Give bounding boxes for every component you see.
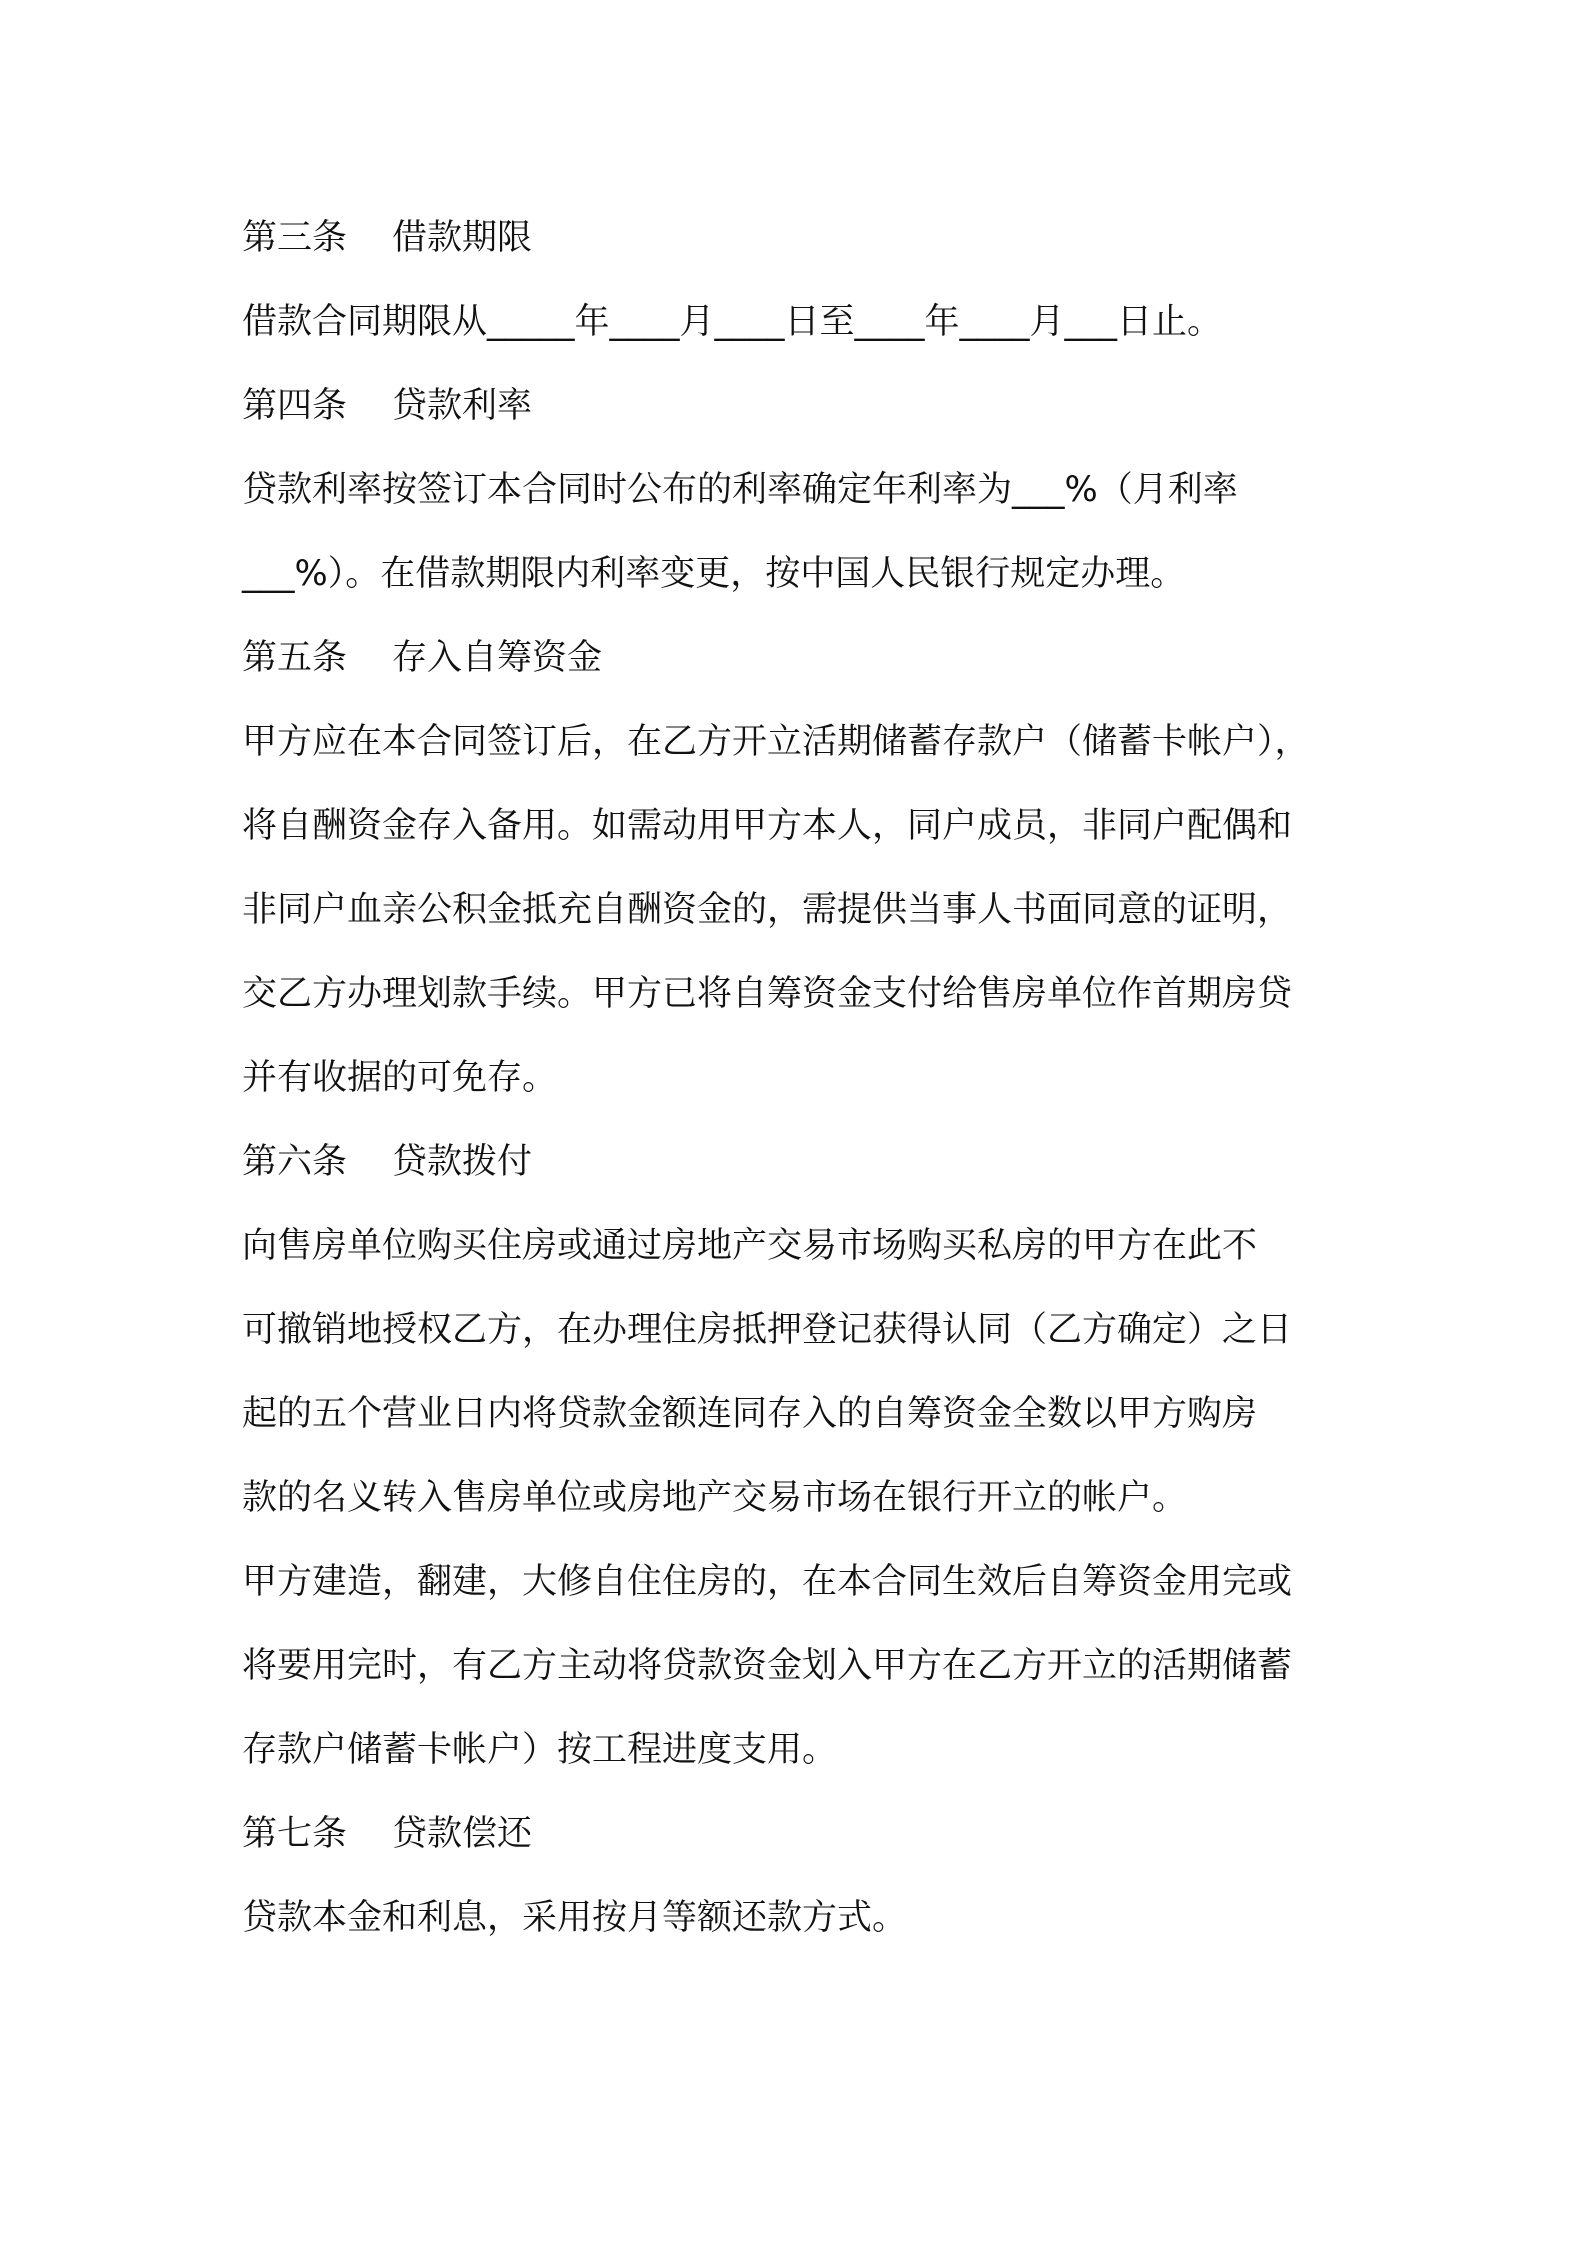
article-number: 第三条 — [242, 218, 348, 258]
article-4-heading — [242, 364, 1362, 448]
article-number: 第五条 — [242, 638, 348, 678]
article-5-heading — [242, 616, 1362, 700]
article-4-text-line: 贷款利率按签订本合同时公布的利率确定年利率为___%（月利率 — [242, 470, 1238, 510]
article-5-text-line: 将自酬资金存入备用。如需动用甲方本人，同户成员，非同户配偶和 — [242, 806, 1293, 846]
article-6-text-line: 甲方建造，翻建，大修自住住房的，在本合同生效后自筹资金用完或 — [242, 1562, 1293, 1602]
article-title: 贷款利率 — [392, 386, 533, 426]
article-6-text-line: 存款户储蓄卡帐户）按工程进度支用。 — [242, 1730, 838, 1770]
article-title: 贷款偿还 — [392, 1814, 533, 1854]
article-7-text-line: 贷款本金和利息，采用按月等额还款方式。 — [242, 1898, 908, 1938]
article-7-heading — [242, 1792, 1362, 1876]
article-number: 第六条 — [242, 1142, 348, 1182]
article-number: 第七条 — [242, 1814, 348, 1854]
article-6-text-line: 起的五个营业日内将贷款金额连同存入的自筹资金全数以甲方购房 — [242, 1394, 1258, 1434]
article-title: 存入自筹资金 — [392, 638, 603, 678]
article-5-text-line: 甲方应在本合同签订后，在乙方开立活期储蓄存款户（储蓄卡帐户）， — [242, 722, 1310, 762]
article-6-heading — [242, 1120, 1362, 1204]
article-3-text-line: 借款合同期限从_____年____月____日至____年____月___日止。 — [242, 302, 1223, 342]
article-title: 借款期限 — [392, 218, 533, 258]
article-3-heading — [242, 196, 1362, 280]
article-number: 第四条 — [242, 386, 348, 426]
article-6-text-line: 将要用完时，有乙方主动将贷款资金划入甲方在乙方开立的活期储蓄 — [242, 1646, 1293, 1686]
document-body — [242, 196, 1362, 1960]
article-title: 贷款拨付 — [392, 1142, 533, 1182]
article-6-text-line: 可撤销地授权乙方，在办理住房抵押登记获得认同（乙方确定）之日 — [242, 1310, 1293, 1350]
article-4-text-line: ___%）。在借款期限内利率变更，按中国人民银行规定办理。 — [242, 554, 1186, 594]
article-5-text-line: 并有收据的可免存。 — [242, 1058, 558, 1098]
article-6-text-line: 款的名义转入售房单位或房地产交易市场在银行开立的帐户。 — [242, 1478, 1188, 1518]
article-6-text-line: 向售房单位购买住房或通过房地产交易市场购买私房的甲方在此不 — [242, 1226, 1258, 1266]
article-5-text-line: 交乙方办理划款手续。甲方已将自筹资金支付给售房单位作首期房贷 — [242, 974, 1293, 1014]
article-5-text-line: 非同户血亲公积金抵充自酬资金的，需提供当事人书面同意的证明， — [242, 890, 1293, 930]
